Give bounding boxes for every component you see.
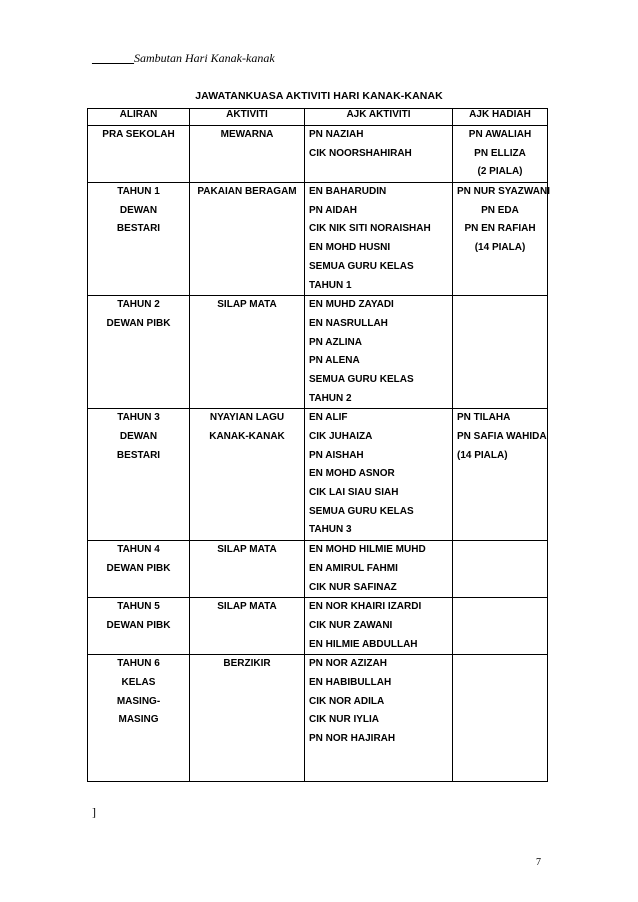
cell-line: PN EDA — [481, 204, 519, 216]
cell-line: PN ALENA — [309, 355, 360, 367]
cell-aktiviti — [190, 598, 305, 655]
cell-aliran — [88, 296, 190, 409]
cell-line: PN EN RAFIAH — [464, 223, 536, 235]
committee-table — [87, 108, 548, 782]
cell-line: EN NOR KHAIRI IZARDI — [309, 601, 422, 613]
table-row — [88, 655, 548, 782]
cell-line: EN MUHD ZAYADI — [309, 299, 394, 311]
cell-line: MEWARNA — [220, 129, 274, 140]
cell-line: PAKAIAN BERAGAM — [197, 186, 297, 198]
cell-line: EN BAHARUDIN — [309, 186, 387, 198]
cell-line: CIK NUR SAFINAZ — [309, 581, 397, 593]
cell-line: EN ALIF — [309, 412, 348, 424]
cell-line: NYAYIAN LAGU — [209, 412, 285, 424]
table-row — [88, 183, 548, 296]
cell-line: PN SAFIA WAHIDA — [457, 431, 547, 442]
cell-line: CIK NOORSHAHIRAH — [309, 147, 412, 159]
cell-line: TAHUN 5 — [117, 601, 160, 613]
cell-line: KANAK-KANAK — [209, 431, 285, 442]
cell-ajk-aktiviti — [305, 598, 453, 655]
cell-line: PN NOR HAJIRAH — [309, 733, 396, 744]
cell-line: PN NOR AZIZAH — [309, 658, 387, 670]
cell-line: MASING- — [116, 695, 161, 707]
cell-ajk-aktiviti — [305, 126, 453, 183]
cell-aktiviti — [190, 296, 305, 409]
cell-aktiviti — [190, 655, 305, 782]
cell-line: TAHUN 6 — [117, 658, 160, 670]
table-row — [88, 541, 548, 598]
cell-line: CIK NIK SITI NORAISHAH — [309, 223, 431, 235]
table-body — [88, 126, 548, 782]
cell-ajk-hadiah — [453, 655, 548, 782]
cell-aliran — [88, 409, 190, 541]
cell-line: PN TILAHA — [457, 412, 511, 424]
table-row — [88, 598, 548, 655]
cell-line: EN MOHD ASNOR — [309, 468, 395, 480]
cell-ajk-hadiah — [453, 541, 548, 598]
cell-line: TAHUN 1 — [117, 186, 160, 198]
cell-line: (2 PIALA) — [477, 166, 523, 178]
cell-aliran — [88, 655, 190, 782]
cell-ajk-hadiah — [453, 598, 548, 655]
cell-line: CIK LAI SIAU SIAH — [309, 487, 399, 499]
cell-line: CIK NUR IYLIA — [309, 714, 379, 726]
cell-aktiviti — [190, 409, 305, 541]
cell-line: SEMUA GURU KELAS — [309, 505, 414, 517]
cell-ajk-aktiviti — [305, 541, 453, 598]
cell-ajk-aktiviti — [305, 655, 453, 782]
cell-line: BESTARI — [116, 223, 161, 235]
cell-line: TAHUN 3 — [117, 412, 160, 424]
cell-line: PN AWALIAH — [468, 129, 532, 140]
cell-line: MASING — [118, 714, 159, 726]
cell-aktiviti — [190, 183, 305, 296]
column-header-ajk-aktiviti: AJK AKTIVITI — [305, 109, 453, 126]
cell-line: TAHUN 3 — [309, 524, 352, 536]
cell-ajk-hadiah — [453, 409, 548, 541]
cell-line: SILAP MATA — [217, 299, 277, 311]
cell-line: EN AMIRUL FAHMI — [309, 562, 398, 574]
cell-ajk-aktiviti — [305, 183, 453, 296]
cell-line: DEWAN PIBK — [106, 317, 171, 329]
cell-line: TAHUN 1 — [309, 279, 352, 291]
cell-line: SILAP MATA — [217, 601, 277, 613]
cell-line: SEMUA GURU KELAS — [309, 260, 414, 272]
cell-line: EN MOHD HILMIE MUHD — [309, 544, 426, 556]
cell-line: DEWAN PIBK — [106, 562, 171, 574]
cell-line: BERZIKIR — [223, 658, 271, 670]
column-header-ajk-hadiah: AJK HADIAH — [453, 109, 548, 126]
stray-bracket: ] — [92, 805, 96, 819]
cell-aliran — [88, 126, 190, 183]
cell-line: DEWAN PIBK — [106, 619, 171, 631]
header-title: Sambutan Hari Kanak-kanak — [134, 51, 275, 65]
cell-line: (14 PIALA) — [457, 449, 508, 461]
table-row — [88, 296, 548, 409]
cell-line: CIK NOR ADILA — [309, 695, 385, 707]
cell-line: EN MOHD HUSNI — [309, 242, 391, 254]
cell-line: PN AIDAH — [309, 204, 357, 216]
cell-line: PRA SEKOLAH — [102, 129, 175, 140]
cell-line: SEMUA GURU KELAS — [309, 373, 414, 385]
cell-line: TAHUN 4 — [117, 544, 160, 556]
document-title: JAWATANKUASA AKTIVITI HARI KANAK-KANAK — [195, 90, 443, 102]
cell-line: PN AZLINA — [309, 336, 362, 348]
cell-line: DEWAN — [119, 431, 158, 442]
cell-line: PN NAZIAH — [309, 129, 364, 140]
column-header-aktiviti: AKTIVITI — [190, 109, 305, 126]
cell-ajk-aktiviti — [305, 409, 453, 541]
table-header-row — [88, 109, 548, 126]
cell-line: BESTARI — [116, 449, 161, 461]
table-row — [88, 126, 548, 183]
cell-line: EN NASRULLAH — [309, 317, 388, 329]
cell-line: EN HILMIE ABDULLAH — [309, 638, 418, 650]
page-number: 7 — [536, 857, 541, 868]
cell-line: EN HABIBULLAH — [309, 676, 392, 688]
cell-line: SILAP MATA — [217, 544, 277, 556]
page-header — [92, 51, 275, 66]
cell-ajk-hadiah — [453, 126, 548, 183]
cell-line: PN NUR SYAZWANI — [457, 186, 550, 198]
cell-line: PN AISHAH — [309, 449, 364, 461]
cell-ajk-hadiah — [453, 183, 548, 296]
header-rule: _______ — [92, 51, 134, 65]
cell-line: PN ELLIZA — [474, 147, 526, 159]
cell-aliran — [88, 541, 190, 598]
cell-line: CIK NUR ZAWANI — [309, 619, 393, 631]
table-row — [88, 409, 548, 541]
cell-line: (14 PIALA) — [474, 242, 526, 254]
cell-ajk-aktiviti — [305, 296, 453, 409]
cell-aktiviti — [190, 126, 305, 183]
cell-aliran — [88, 598, 190, 655]
cell-line: CIK JUHAIZA — [309, 431, 373, 442]
cell-ajk-hadiah — [453, 296, 548, 409]
cell-line: KELAS — [121, 676, 156, 688]
cell-aliran — [88, 183, 190, 296]
cell-line: DEWAN — [119, 204, 158, 216]
cell-aktiviti — [190, 541, 305, 598]
cell-line: TAHUN 2 — [309, 392, 352, 404]
column-header-aliran: ALIRAN — [88, 109, 190, 126]
cell-line: TAHUN 2 — [117, 299, 160, 311]
